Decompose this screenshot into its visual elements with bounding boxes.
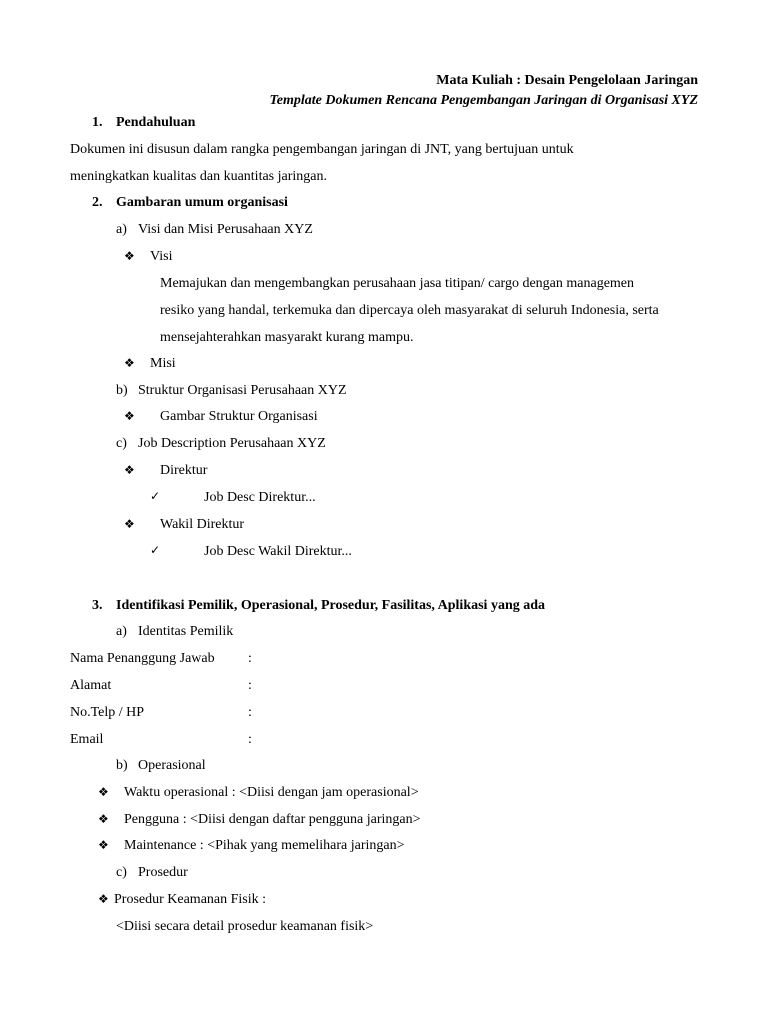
direktur-label: Direktur: [160, 463, 208, 478]
checkmark-icon: ✓: [150, 543, 161, 557]
section-2-title: Gambaran umum organisasi: [116, 195, 288, 210]
sub-c-label: Job Description Perusahaan XYZ: [138, 436, 326, 451]
diamond-bullet-icon: ❖: [98, 838, 109, 852]
template-title: Template Dokumen Rencana Pengembangan Jaringan di Organisasi XYZ: [269, 93, 698, 108]
field-separator: :: [248, 732, 252, 747]
field-label-telp: No.Telp / HP: [70, 705, 145, 720]
visi-text-line-3: mensejahterahkan masyarakt kurang mampu.: [160, 330, 414, 345]
section-1-paragraph-line-2: meningkatkan kualitas dan kuantitas jaringan.: [70, 169, 327, 184]
operational-item-pengguna: Pengguna : <Diisi dengan daftar pengguna jaringan>: [124, 812, 421, 827]
section-3-number: 3.: [92, 598, 103, 613]
visi-text-line-2: resiko yang handal, terkemuka dan dipercaya oleh masyarakat di seluruh Indonesia, serta: [160, 303, 659, 318]
field-label-alamat: Alamat: [70, 678, 112, 693]
prosedur-keamanan-fisik-label: Prosedur Keamanan Fisik :: [114, 892, 267, 907]
sub-b-marker: b): [116, 383, 128, 398]
operational-item-maintenance: Maintenance : <Pihak yang memelihara jaringan>: [124, 838, 405, 853]
section-2-number: 2.: [92, 195, 103, 210]
diamond-bullet-icon: ❖: [124, 356, 135, 370]
section-1-paragraph-line-1: Dokumen ini disusun dalam rangka pengembangan jaringan di JNT, yang bertujuan untuk: [70, 142, 574, 157]
field-label-penanggung-jawab: Nama Penanggung Jawab: [70, 651, 215, 666]
operational-item-waktu: Waktu operasional : <Diisi dengan jam operasional>: [124, 785, 419, 800]
section-1-title: Pendahuluan: [116, 115, 196, 130]
visi-label: Visi: [150, 249, 173, 264]
diamond-bullet-icon: ❖: [124, 517, 135, 531]
checkmark-icon: ✓: [150, 489, 161, 503]
course-title: Mata Kuliah : Desain Pengelolaan Jaringan: [436, 73, 698, 88]
diamond-bullet-icon: ❖: [98, 785, 109, 799]
sub-b-label: Struktur Organisasi Perusahaan XYZ: [138, 383, 347, 398]
field-separator: :: [248, 651, 252, 666]
visi-text-line-1: Memajukan dan mengembangkan perusahaan jasa titipan/ cargo dengan managemen: [160, 276, 635, 291]
field-label-email: Email: [70, 732, 104, 747]
sub-a-marker: a): [116, 222, 127, 237]
field-separator: :: [248, 705, 252, 720]
sub-c-label: Prosedur: [138, 865, 188, 880]
diamond-bullet-icon: ❖: [124, 409, 135, 423]
section-1-number: 1.: [92, 115, 103, 130]
diamond-bullet-icon: ❖: [98, 812, 109, 826]
diamond-bullet-icon: ❖: [124, 249, 135, 263]
sub-a-label: Identitas Pemilik: [138, 624, 234, 639]
diamond-bullet-icon: ❖: [98, 892, 109, 906]
prosedur-keamanan-fisik-detail: <Diisi secara detail prosedur keamanan fisik>: [116, 919, 374, 934]
section-3-title: Identifikasi Pemilik, Operasional, Prosedur, Fasilitas, Aplikasi yang ada: [116, 598, 546, 613]
sub-b-marker: b): [116, 758, 128, 773]
sub-c-marker: c): [116, 865, 127, 880]
sub-a-label: Visi dan Misi Perusahaan XYZ: [138, 222, 313, 237]
wakil-direktur-label: Wakil Direktur: [160, 517, 245, 532]
gambar-struktur-label: Gambar Struktur Organisasi: [160, 409, 318, 424]
sub-c-marker: c): [116, 436, 127, 451]
job-desc-wakil-direktur: Job Desc Wakil Direktur...: [204, 544, 352, 559]
sub-a-marker: a): [116, 624, 127, 639]
field-separator: :: [248, 678, 252, 693]
misi-label: Misi: [150, 356, 176, 371]
job-desc-direktur: Job Desc Direktur...: [204, 490, 316, 505]
sub-b-label: Operasional: [138, 758, 206, 773]
diamond-bullet-icon: ❖: [124, 463, 135, 477]
